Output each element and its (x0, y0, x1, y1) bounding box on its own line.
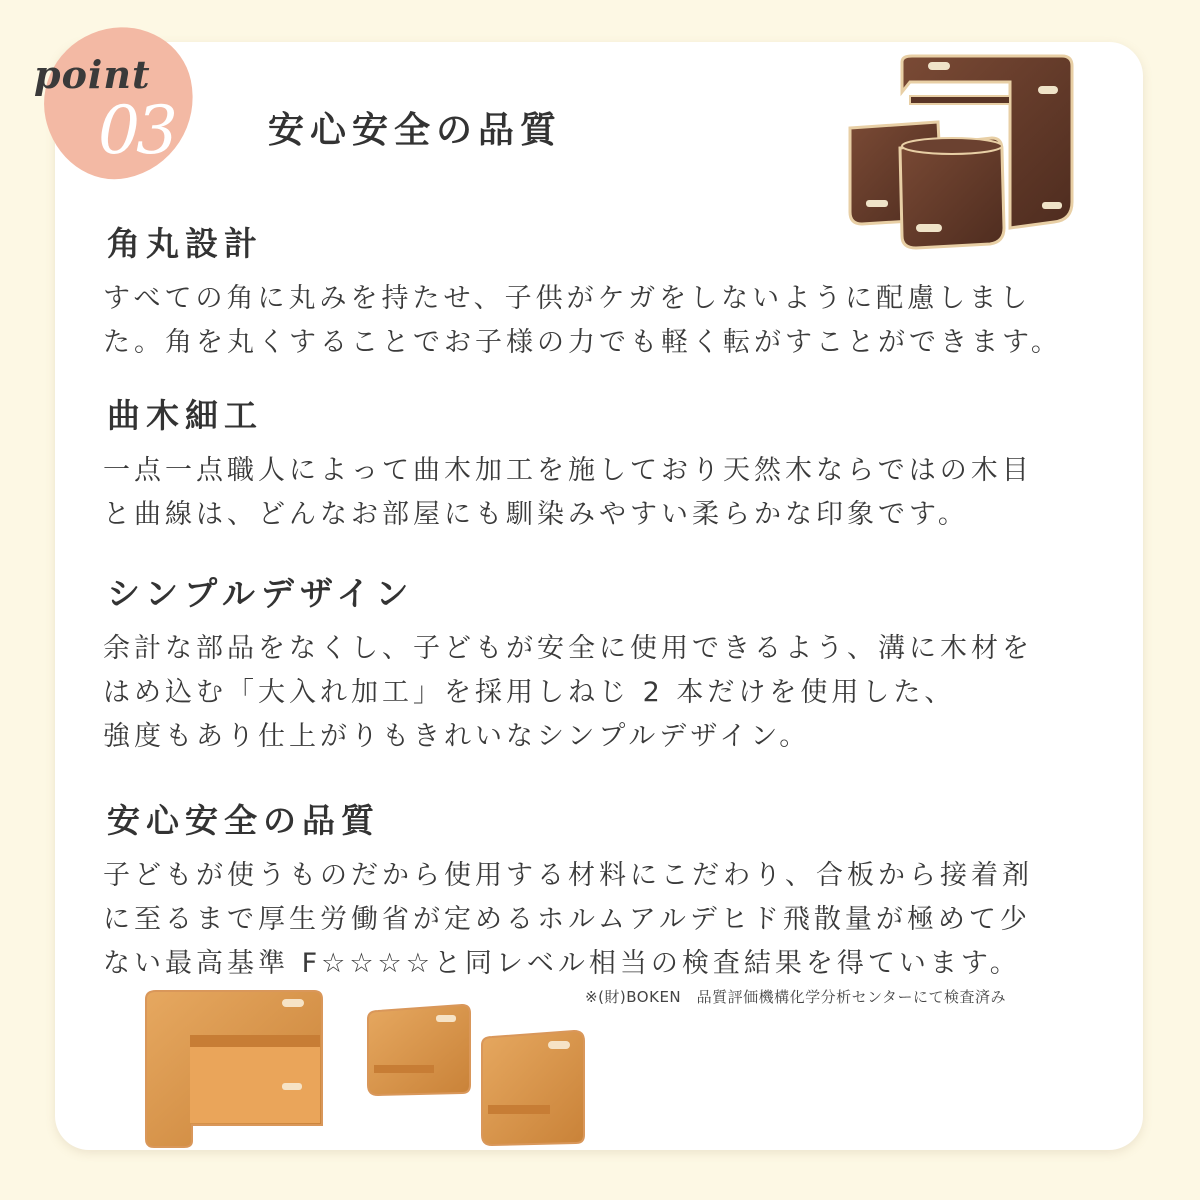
section-rounded-corners (103, 218, 1113, 365)
section-heading: 曲木細工 (103, 390, 273, 437)
body-line: に至るまで厚生労働省が定めるホルムアルデヒド飛散量が極めて少 (103, 904, 1031, 935)
section-body (103, 277, 1113, 365)
section-body (103, 854, 1113, 986)
body-line: ない最高基準 F☆☆☆☆と同レベル相当の検査結果を得ています。 (103, 948, 1021, 979)
badge-number: 03 (98, 92, 174, 169)
section-bentwood (103, 390, 1113, 537)
body-line: た。角を丸くすることでお子様の力でも軽く転がすことができます。 (103, 327, 1062, 358)
section-body (103, 449, 1113, 537)
body-line: すべての角に丸みを持たせ、子供がケガをしないように配慮しまし (103, 283, 1032, 314)
body-line: 一点一点職人によって曲木加工を施しており天然木ならではの木目 (103, 455, 1033, 486)
badge-point-label: point (34, 52, 151, 97)
section-heading: シンプルデザイン (103, 568, 425, 615)
page-title: 安心安全の品質 (268, 110, 563, 151)
point-badge (34, 22, 204, 182)
natural-desk-chair-set-image (138, 985, 598, 1150)
section-body (103, 627, 1113, 759)
inspection-note: ※(財)BOKEN 品質評価機構化学分析センターにて検査済み (585, 988, 1007, 1006)
section-safe-quality (103, 795, 1113, 986)
body-line: と曲線は、どんなお部屋にも馴染みやすい柔らかな印象です。 (103, 499, 969, 530)
section-heading: 角丸設計 (103, 218, 273, 265)
section-heading: 安心安全の品質 (103, 795, 390, 842)
body-line: 余計な部品をなくし、子どもが安全に使用できるよう、溝に木材を (103, 633, 1033, 664)
body-line: はめ込む「大入れ加工」を採用しねじ 2 本だけを使用した、 (103, 677, 956, 708)
body-line: 子どもが使うものだから使用する材料にこだわり、合板から接着剤 (103, 860, 1033, 891)
section-simple-design (103, 568, 1113, 759)
body-line: 強度もあり仕上がりもきれいなシンプルデザイン。 (103, 721, 811, 752)
